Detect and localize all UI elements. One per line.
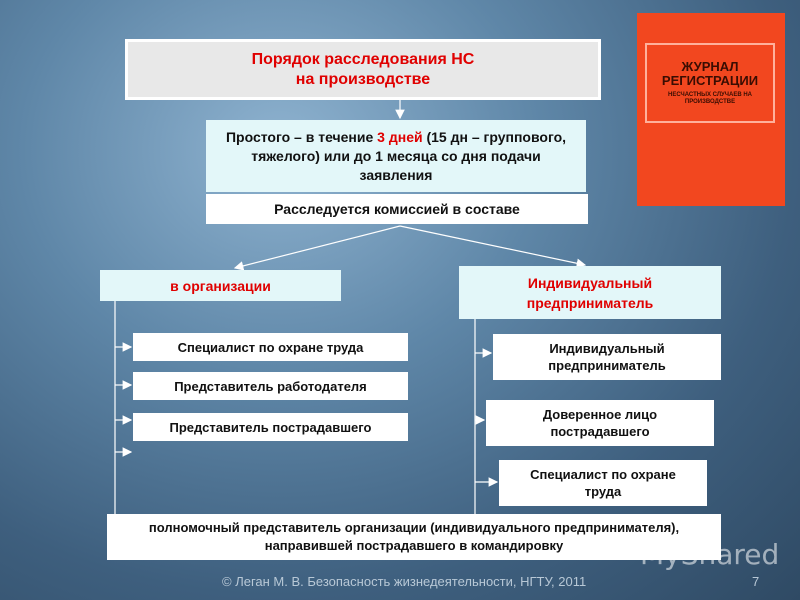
title-line2: на производстве — [295, 70, 431, 88]
org-item-box — [133, 333, 408, 361]
ip-item-box — [493, 334, 721, 380]
ip-item-box — [486, 400, 714, 446]
simple-case-part2: (15 дн – группового, тяжелого) или до 1 месяца со дня подачи заявления — [251, 128, 567, 183]
simple-case-part1: Простого – в течение — [225, 128, 378, 145]
simple-case-highlight: 3 дней — [377, 128, 423, 145]
page-number: 7 — [752, 574, 760, 589]
org-item-label: Специалист по охране труда — [177, 339, 364, 355]
org-item-box — [133, 413, 408, 441]
journal-cover-label — [645, 43, 775, 123]
bottom-representative-label: полномочный представитель организации (индивидуального предпринимателя), направившей пострадавшего в командировку — [148, 520, 680, 553]
simple-case-box — [206, 120, 586, 192]
ip-item-label: Доверенное лицо пострадавшего — [542, 407, 658, 439]
org-item-label: Представитель пострадавшего — [169, 419, 372, 435]
commission-box — [206, 194, 588, 224]
watermark: MyShared — [640, 538, 780, 571]
org-item-box — [133, 372, 408, 400]
branch-ip-label: Индивидуальный предприниматель — [526, 274, 654, 311]
branch-org-label: в организации — [170, 277, 271, 294]
branch-ip-box — [459, 266, 721, 319]
ip-item-label: Индивидуальный предприниматель — [548, 341, 666, 373]
journal-cover-image — [637, 13, 785, 206]
branch-org-box — [100, 270, 341, 301]
title-line1: Порядок расследования НС — [251, 50, 475, 68]
org-item-label: Представитель работодателя — [174, 378, 367, 394]
simple-case-text — [216, 128, 576, 185]
ip-item-label: Специалист по охране труда — [530, 467, 676, 499]
title-box — [125, 39, 601, 100]
ip-item-box — [499, 460, 707, 506]
journal-subtitle: НЕСЧАСТНЫХ СЛУЧАЕВ НА ПРОИЗВОДСТВЕ — [668, 92, 752, 105]
commission-label: Расследуется комиссией в составе — [274, 201, 520, 217]
journal-title: ЖУРНАЛ РЕГИСТРАЦИИ — [661, 59, 759, 88]
bottom-representative-box — [107, 514, 721, 560]
footer-credit: © Леган М. В. Безопасность жизнедеятельности, НГТУ, 2011 — [222, 574, 587, 589]
